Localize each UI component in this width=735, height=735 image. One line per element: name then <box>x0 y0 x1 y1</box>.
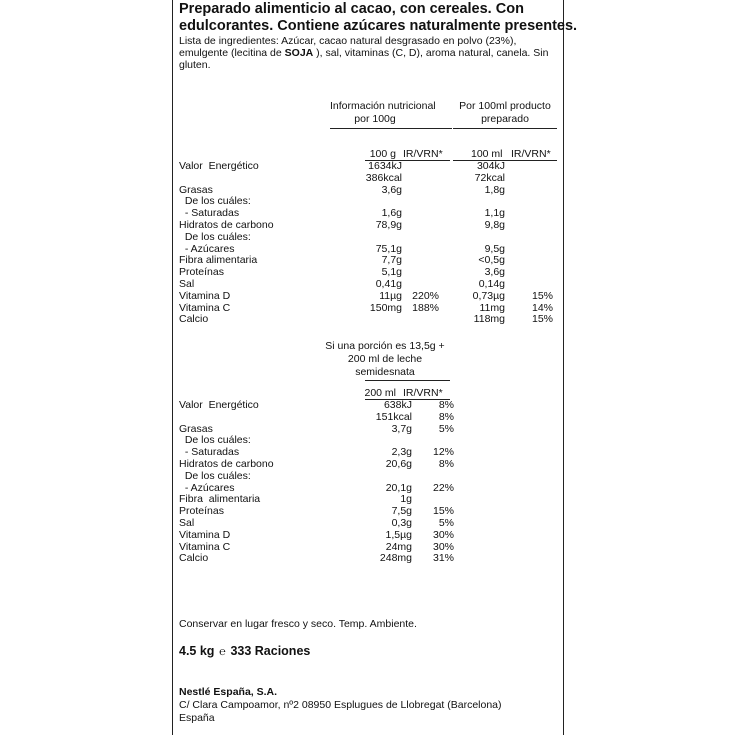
row-value-100ml: <0,5g <box>478 254 505 267</box>
row-label: Vitamina C <box>179 301 231 314</box>
row-value-100g: 0,41g <box>375 278 402 290</box>
row-value-100ml: 1,8g <box>484 183 505 196</box>
row-label: Sal <box>179 278 195 290</box>
ingredients-line3: gluten. <box>179 59 211 71</box>
estimated-sign-icon: ℮ <box>219 646 226 658</box>
row-value-portion: 151kcal <box>375 410 412 423</box>
t2-sub-ir: IR/VRN* <box>403 387 443 399</box>
row-value-100ml: 1,1g <box>484 207 505 220</box>
row-label: Grasas <box>179 183 213 196</box>
row-value-portion: 24mg <box>385 540 412 553</box>
row-label: - Azúcares <box>179 242 235 255</box>
row-ir-portion: 12% <box>432 446 454 459</box>
row-label: Calcio <box>179 552 209 565</box>
row-ir-portion: 30% <box>432 540 454 553</box>
row-value-100g: 1,6g <box>381 207 402 220</box>
row-label: Vitamina C <box>179 540 231 553</box>
row-label: Valor Energético <box>179 399 259 411</box>
row-label: Proteínas <box>179 505 224 518</box>
row-ir-portion: 5% <box>438 517 454 529</box>
row-label: Vitamina D <box>179 289 231 302</box>
row-value-100g: 75,1g <box>375 242 402 255</box>
row-label: Hidratos de carbono <box>179 458 274 470</box>
row-value-portion: 20,1g <box>385 481 412 494</box>
t2-header-c: semidesnata <box>355 366 415 378</box>
row-label: De los cuáles: <box>179 230 251 243</box>
t1-sub-ir2: IR/VRN* <box>511 148 551 160</box>
row-ir-portion: 30% <box>432 528 454 541</box>
row-label: Valor Energético <box>179 160 259 172</box>
product-title-line2: edulcorantes. Contiene azúcares naturalmente presentes. <box>179 18 578 34</box>
row-ir-100ml: 15% <box>531 313 553 326</box>
row-ir-portion: 5% <box>438 422 454 435</box>
row-label: Grasas <box>179 422 213 435</box>
row-label: Calcio <box>179 313 209 326</box>
product-title-line1: Preparado alimenticio al cacao, con cereales. Con <box>179 1 524 17</box>
allergen-soja: SOJA <box>284 47 314 59</box>
row-label: - Saturadas <box>179 207 240 220</box>
t1-header-col1-a: Información nutricional <box>330 100 436 112</box>
row-value-portion: 1,5µg <box>385 528 412 541</box>
row-label: De los cuáles: <box>179 469 251 482</box>
row-value-100ml: 304kJ <box>476 160 505 172</box>
row-value-100g: 1634kJ <box>368 160 402 172</box>
net-weight: 4.5 kg <box>179 644 215 658</box>
t1-header-underline-1 <box>330 128 452 129</box>
net-quantity <box>179 644 310 658</box>
row-value-100ml: 0,73µg <box>472 289 505 302</box>
row-value-100g: 150mg <box>369 301 402 314</box>
row-value-100g: 5,1g <box>381 266 402 279</box>
row-value-100g: 78,9g <box>375 219 402 231</box>
portions-count: 333 Raciones <box>230 644 311 658</box>
t1-sub-qty1: 100 g <box>369 148 396 160</box>
row-value-portion: 2,3g <box>391 446 412 459</box>
row-label: Sal <box>179 517 195 529</box>
row-ir-100g: 220% <box>412 289 439 302</box>
t1-header-underline-2 <box>453 128 557 129</box>
row-value-100ml: 72kcal <box>474 171 505 184</box>
t2-header-a: Si una porción es 13,5g + <box>325 340 445 352</box>
t1-header-col2-b: preparado <box>481 113 529 125</box>
row-value-100ml: 0,14g <box>478 278 505 290</box>
row-ir-100g: 188% <box>412 301 439 314</box>
row-value-100ml: 3,6g <box>484 266 505 279</box>
row-value-100ml: 11mg <box>479 301 505 314</box>
row-label: De los cuáles: <box>179 195 251 208</box>
t2-header-underline <box>365 380 450 381</box>
row-value-portion: 20,6g <box>385 458 412 470</box>
t1-sub-qty2: 100 ml <box>471 148 503 160</box>
row-value-portion: 638kJ <box>383 399 412 411</box>
row-ir-100ml: 15% <box>531 289 553 302</box>
row-ir-portion: 31% <box>432 552 454 565</box>
row-ir-portion: 8% <box>438 399 454 411</box>
row-ir-portion: 8% <box>438 458 454 470</box>
storage-instructions: Conservar en lugar fresco y seco. Temp. Ambiente. <box>179 618 417 630</box>
row-value-portion: 3,7g <box>391 422 412 435</box>
row-value-portion: 7,5g <box>391 505 412 518</box>
row-ir-portion: 8% <box>438 410 454 423</box>
row-ir-portion: 22% <box>432 481 454 494</box>
row-value-100g: 3,6g <box>381 183 402 196</box>
t2-header-b: 200 ml de leche <box>347 353 423 365</box>
ingredients-line1: Lista de ingredientes: Azúcar, cacao natural desgrasado en polvo (23%), <box>179 35 517 47</box>
row-label: - Saturadas <box>179 446 240 459</box>
row-label: Fibra alimentaria <box>179 493 261 506</box>
company-name: Nestlé España, S.A. <box>179 686 278 698</box>
row-value-100ml: 118mg <box>473 313 505 326</box>
row-ir-100ml: 14% <box>531 301 553 314</box>
row-value-portion: 248mg <box>379 552 412 565</box>
row-value-100g: 11µg <box>379 289 402 302</box>
row-value-portion: 1g <box>400 493 412 506</box>
row-label: Hidratos de carbono <box>179 219 274 231</box>
row-label: Fibra alimentaria <box>179 254 258 267</box>
row-label: Proteínas <box>179 266 224 279</box>
t1-header-col2-a: Por 100ml producto <box>459 100 551 112</box>
row-value-portion: 0,3g <box>391 517 412 529</box>
row-label: Vitamina D <box>179 528 231 541</box>
row-value-100g: 386kcal <box>365 171 402 184</box>
t1-sub-ir1: IR/VRN* <box>403 148 443 160</box>
ingredients-line2: emulgente (lecitina de SOJA ), sal, vitaminas (C, D), aroma natural, canela. Sin <box>179 47 549 59</box>
t2-sub-qty: 200 ml <box>364 387 396 399</box>
t1-header-col1-b: por 100g <box>354 113 396 125</box>
row-label: De los cuáles: <box>179 434 251 447</box>
row-value-100g: 7,7g <box>381 254 402 267</box>
company-country: España <box>179 712 215 724</box>
row-value-100ml: 9,8g <box>484 219 505 231</box>
row-label: - Azúcares <box>179 481 235 494</box>
company-address: C/ Clara Campoamor, nº2 08950 Esplugues de Llobregat (Barcelona) <box>179 699 502 711</box>
row-value-100ml: 9,5g <box>484 242 505 255</box>
row-ir-portion: 15% <box>432 505 454 518</box>
